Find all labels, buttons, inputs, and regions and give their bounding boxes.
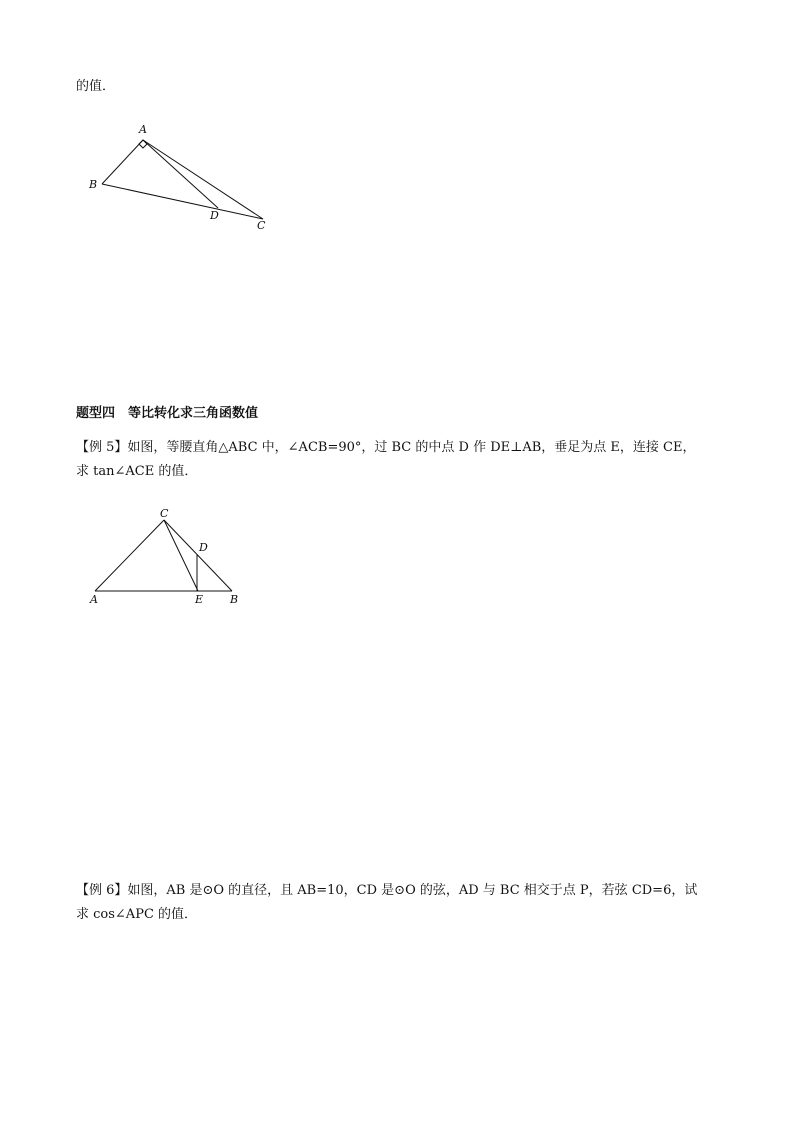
segment-ce bbox=[164, 520, 198, 591]
segment-ac bbox=[143, 140, 263, 219]
example5-line1: 【例 5】如图，等腰直角△ABC 中，∠ACB=90°，过 BC 的中点 D 作 DE⊥AB，垂足为点 E，连接 CE， bbox=[76, 440, 696, 455]
figure-2-triangle bbox=[80, 503, 260, 613]
right-angle-mark bbox=[139, 140, 147, 148]
example6-line1: 【例 6】如图，AB 是⊙O 的直径，且 AB=10，CD 是⊙O 的弦，AD 与 BC 相交于点 P，若弦 CD=6，试 bbox=[76, 883, 698, 898]
segment-ab bbox=[102, 140, 143, 184]
label-c: C bbox=[160, 507, 169, 520]
label-a: A bbox=[139, 123, 147, 136]
section-title: 题型四 等比转化求三角函数值 bbox=[76, 406, 259, 421]
label-e: E bbox=[195, 593, 204, 606]
intro-line: 的值． bbox=[76, 79, 116, 94]
label-a: A bbox=[90, 593, 98, 606]
segment-ac bbox=[95, 520, 164, 591]
label-d: D bbox=[210, 209, 219, 222]
label-b: B bbox=[89, 178, 98, 191]
label-b: B bbox=[230, 593, 239, 606]
figure-1-triangle bbox=[80, 118, 280, 238]
label-d: D bbox=[199, 541, 208, 554]
example6-line2: 求 cos∠APC 的值． bbox=[76, 907, 198, 922]
segment-bc bbox=[102, 184, 263, 219]
label-c: C bbox=[257, 219, 266, 232]
example5-line2: 求 tan∠ACE 的值． bbox=[76, 464, 198, 479]
segment-ad bbox=[143, 140, 218, 208]
segment-cb bbox=[164, 520, 232, 591]
